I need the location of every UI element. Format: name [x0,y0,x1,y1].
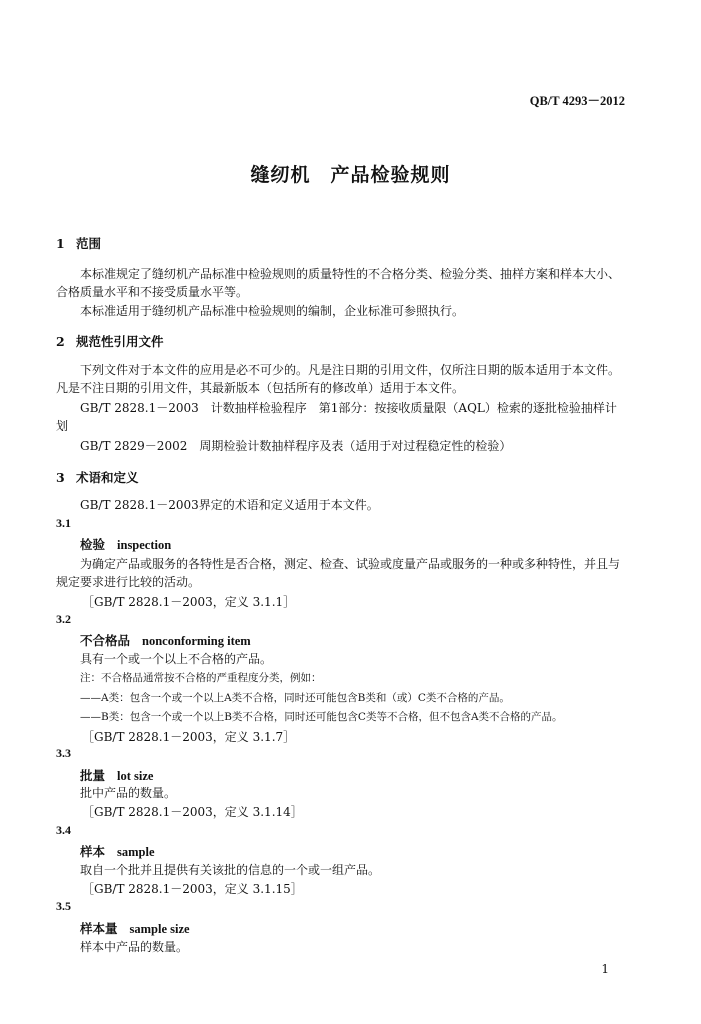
term-heading [80,766,153,784]
term-note-item: ——A类：包含一个或一个以上A类不合格，同时还可能包含B类和（或）C类不合格的产品。 [80,692,510,704]
term-en: sample size [129,922,190,936]
term-reference: ［GB/T 2828.1－2003，定义 3.1.14］ [82,805,303,819]
term-definition: 样本中产品的数量。 [80,940,189,954]
normative-ref-item: GB/T 2828.1－2003 计数抽样检验程序 第1部分：按接收质量限（AQL）检索的逐批检验抽样计划 [56,401,617,433]
term-heading [80,535,171,553]
term-number: 3.1 [56,516,71,530]
section-number: 3 [56,470,65,485]
term-zh: 检验 [80,537,106,552]
term-heading [80,631,251,649]
term-en: nonconforming item [142,634,251,648]
term-definition: 取自一个批并且提供有关该批的信息的一个或一组产品。 [80,863,381,877]
section-title: 范围 [76,236,102,251]
term-note-item: ——B类：包含一个或一个以上B类不合格，同时还可能包含C类等不合格，但不包含A类不合格的产品。 [80,711,563,723]
document-title: 缝纫机 产品检验规则 [250,164,451,186]
term-definition: 为确定产品或服务的各特性是否合格，测定、检查、试验或度量产品或服务的一种或多种特性，并且与规定要求进行比较的活动。 [56,557,621,589]
term-reference: ［GB/T 2828.1－2003，定义 3.1.15］ [82,882,303,896]
scope-paragraph-1: 本标准规定了缝纫机产品标准中检验规则的质量特性的不合格分类、检验分类、抽样方案和样本大小、合格质量水平和不接受质量水平等。 [56,267,621,299]
term-heading [80,842,155,860]
term-zh: 样本 [80,844,106,859]
terms-intro: GB/T 2828.1－2003界定的术语和定义适用于本文件。 [80,498,379,512]
section-title: 规范性引用文件 [76,334,164,349]
term-number: 3.5 [56,899,71,913]
term-en: sample [117,845,155,859]
term-zh: 批量 [80,768,106,783]
term-reference: ［GB/T 2828.1－2003，定义 3.1.7］ [82,730,296,744]
scope-paragraph-2: 本标准适用于缝纫机产品标准中检验规则的编制，企业标准可参照执行。 [80,304,465,318]
term-en: inspection [117,538,172,552]
term-zh: 不合格品 [80,633,131,648]
section-2-heading [56,332,164,350]
section-number: 1 [56,236,65,251]
term-definition: 具有一个或一个以上不合格的产品。 [80,652,273,666]
term-note: 注：不合格品通常按不合格的严重程度分类，例如： [80,672,322,684]
term-number: 3.3 [56,746,71,760]
term-number: 3.4 [56,823,71,837]
term-en: lot size [117,769,154,783]
standard-number: QB/T 4293－2012 [529,94,625,108]
term-heading [80,919,190,937]
term-definition: 批中产品的数量。 [80,786,177,800]
section-3-heading [56,468,139,486]
page-number: 1 [601,962,609,976]
term-zh: 样本量 [80,921,118,936]
normative-ref-item: GB/T 2829－2002 周期检验计数抽样程序及表（适用于对过程稳定性的检验） [80,439,512,453]
term-reference: ［GB/T 2828.1－2003，定义 3.1.1］ [82,595,296,609]
normative-ref-intro: 下列文件对于本文件的应用是必不可少的。凡是注日期的引用文件，仅所注日期的版本适用于本文件。凡是不注日期的引用文件，其最新版本（包括所有的修改单）适用于本文件。 [56,363,621,395]
section-number: 2 [56,334,65,349]
section-title: 术语和定义 [76,470,139,485]
term-number: 3.2 [56,612,71,626]
section-1-heading [56,234,101,252]
